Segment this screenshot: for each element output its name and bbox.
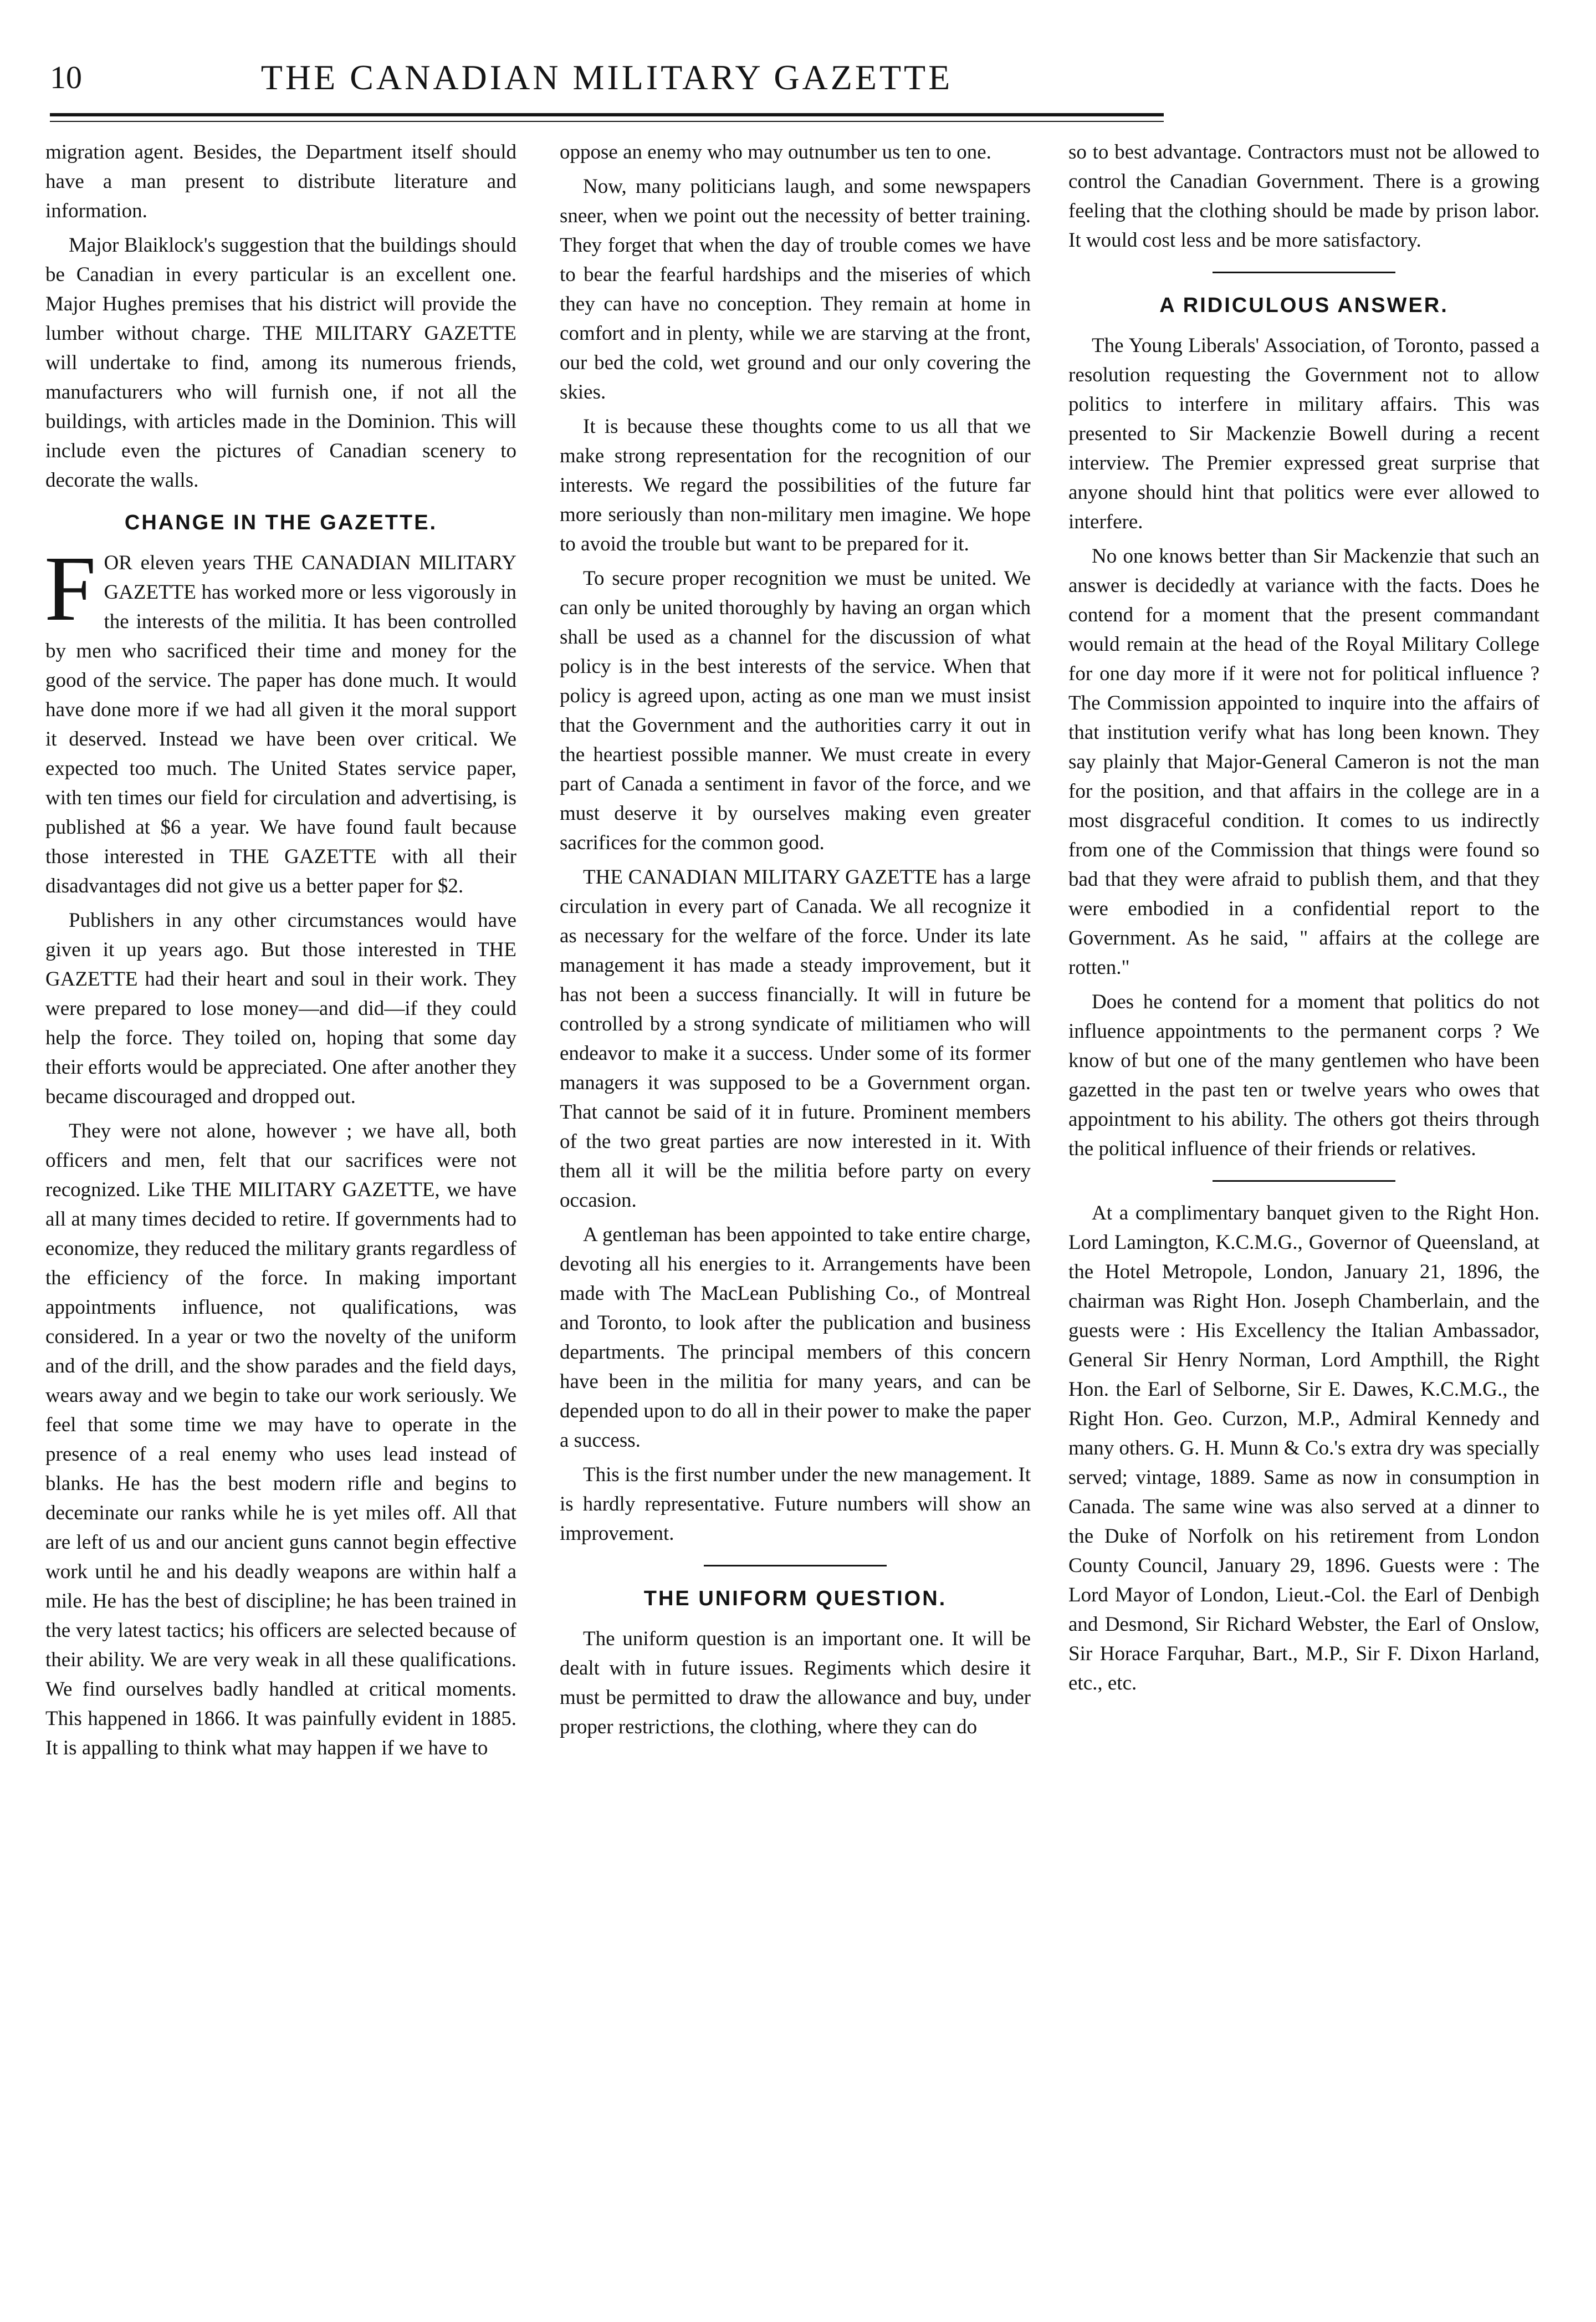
- paragraph: Now, many politicians laugh, and some newspapers sneer, when we point out the necessity of better training. They forget that when the day of trouble comes we have to bear the fearful hardships and the miseries of which they can have no conception. They remain at home in comfort and in plenty, while we are starving at the front, our bed the cold, wet ground and our only covering the skies.: [560, 175, 1031, 404]
- masthead: [50, 50, 1164, 105]
- article-heading: A RIDICULOUS ANSWER.: [1159, 294, 1449, 317]
- section-divider: [704, 1565, 887, 1566]
- column-3: [1068, 137, 1539, 1703]
- paragraph: No one knows better than Sir Mackenzie that such an answer is decidedly at variance with the facts. Does he contend for a moment that the present commandant would remain at the head of the Royal Military College for one day more if it were not for political influence ? The Commission appointed to inquire into the affairs of that institution verify what has long been known. They say plainly that Major-General Cameron is not the man for the position, and that affairs in the college are in a most disgraceful condition. It comes to us indirectly from one of the Commission that things were found so bad that they were afraid to publish them, and that they were embodied in a confidential report to the Government. As he said, " affairs at the college are rotten.": [1068, 545, 1539, 979]
- drop-cap: F: [44, 537, 96, 640]
- paragraph: To secure proper recognition we must be united. We can only be united thoroughly by having an organ which shall be used as a channel for the discussion of what policy is in the best interests of the service. When that policy is agreed upon, acting as one man we must insist that the Government and the authorities carry it out in the heartiest possible manner. We must create in every part of Canada a sentiment in favor of the force, and we must deserve it by ourselves making even greater sacrifices for the common good.: [560, 567, 1031, 854]
- paragraph: The uniform question is an important one. It will be dealt with in future issues. Regiments which desire it must be permitted to draw the allowance and buy, under proper restrictions, the clothing, where they can do: [560, 1627, 1031, 1738]
- article-heading: THE UNIFORM QUESTION.: [643, 1587, 947, 1610]
- section-divider: [1213, 1180, 1395, 1182]
- paragraph: oppose an enemy who may outnumber us ten to one.: [560, 141, 991, 164]
- paragraph-text: OR eleven years THE CANADIAN MILITARY GAZETTE has worked more or less vigorously in the interests of the militia. It has been controlled by men who sacrificed their time and money for the good of the service. The paper has done much. It would have done more if we had all given it the moral support it deserved. Instead we have been over critical. We expected too much. The United States service paper, with ten times our field for circulation and advertising, is published at $6 a year. We have found fault because those interested in THE GAZETTE with all their disadvantages did not give us a better paper for $2.: [45, 552, 516, 897]
- article-heading: CHANGE IN THE GAZETTE.: [124, 511, 438, 534]
- paragraph: THE CANADIAN MILITARY GAZETTE has a large circulation in every part of Canada. We all recognize it as necessary for the welfare of the force. Under its late management it has made a steady improvement, but it has not been a success financially. It will in future be controlled by a strong syndicate of militiamen who will endeavor to make it a success. Under some of its former managers it was supposed to be a Government organ. That cannot be said of it in future. Prominent members of the two great parties are now interested in it. With them all it will be the militia before party on every occasion.: [560, 866, 1031, 1212]
- paragraph: Major Blaiklock's suggestion that the buildings should be Canadian in every particular is an excellent one. Major Hughes premises that his district will provide the lumber without charge. THE MILITARY GAZETTE will undertake to find, among its numerous friends, manufacturers who will furnish one, if not all the buildings, with articles made in the Dominion. This will include even the pictures of Canadian scenery to decorate the walls.: [45, 234, 516, 492]
- paragraph: A gentleman has been appointed to take entire charge, devoting all his energies to it. Arrangements have been made with The MacLean Publishing Co., of Montreal and Toronto, to look after the publication and business departments. The principal members of this concern have been in the militia for many years, and can be depended upon to do all in their power to make the paper a success.: [560, 1223, 1031, 1452]
- paragraph: It is because these thoughts come to us all that we make strong representation for the recognition of our interests. We regard the possibilities of the future far more seriously than non-military men imagine. We hope to avoid the trouble but want to be prepared for it.: [560, 415, 1031, 555]
- paragraph: They were not alone, however ; we have all, both officers and men, felt that our sacrifices were not recognized. Like THE MILITARY GAZETTE, we have all at many times decided to retire. If governments had to economize, they reduced the military grants regardless of the efficiency of the force. In making important appointments influence, not qualifications, was considered. In a year or two the novelty of the uniform and of the drill, and the show parades and the field days, wears away and we begin to take our work seriously. We feel that some time we may have to operate in the presence of a real enemy who uses lead instead of blanks. He has the best modern rifle and begins to deceminate our ranks while he is yet miles off. All that are left of us and our ancient guns cannot begin effective work until he and his deadly weapons are within half a mile. He has the best of discipline; he has been trained in the very latest tactics; his officers are selected because of their ability. We are very weak in all these qualifications. We find ourselves badly handled at critical moments. This happened in 1866. It was painfully evident in 1885. It is appalling to think what may happen if we have to: [45, 1120, 516, 1759]
- paragraph: [44, 537, 516, 901]
- header-rule-thin: [50, 121, 1164, 122]
- section-divider: [1213, 272, 1395, 273]
- column-1: [45, 137, 516, 1768]
- paragraph: This is the first number under the new management. It is hardly representative. Future numbers will show an improvement.: [560, 1463, 1031, 1545]
- paragraph: so to best advantage. Contractors must not be allowed to control the Canadian Government. There is a growing feeling that the clothing should be made by prison labor. It would cost less and be more satisfactory.: [1068, 141, 1539, 252]
- paragraph: The Young Liberals' Association, of Toronto, passed a resolution requesting the Government not to allow politics to interfere in military affairs. This was presented to Sir Mackenzie Bowell during a recent interview. The Premier expressed great surprise that anyone should hint that politics were ever allowed to interfere.: [1068, 334, 1539, 533]
- column-2: [560, 137, 1031, 1747]
- paragraph: Publishers in any other circumstances would have given it up years ago. But those interested in THE GAZETTE had their heart and soul in their work. They were prepared to lose money—and did—if they could help the force. They toiled on, hoping that some day their efforts would be appreciated. One after another they became discouraged and dropped out.: [45, 909, 516, 1108]
- paragraph: Does he contend for a moment that politics do not influence appointments to the permanent corps ? We know of but one of the many gentlemen who have been gazetted in the past ten or twelve years who owes that appointment to his ability. The others got theirs through the political influence of their friends or relatives.: [1068, 991, 1539, 1160]
- page-number: 10: [50, 59, 82, 95]
- header-rule-thick: [50, 113, 1164, 116]
- newspaper-title: THE CANADIAN MILITARY GAZETTE: [260, 58, 953, 97]
- paragraph: At a complimentary banquet given to the Right Hon. Lord Lamington, K.C.M.G., Governor of Queensland, at the Hotel Metropole, London, January 21, 1896, the chairman was Right Hon. Joseph Chamberlain, and the guests were : His Excellency the Italian Ambassador, General Sir Henry Norman, Lord Ampthill, the Right Hon. the Earl of Selborne, Sir E. Dawes, K.C.M.G., the Right Hon. Geo. Curzon, M.P., Admiral Kennedy and many others. G. H. Munn & Co.'s extra dry was specially served; vintage, 1889. Same as now in consumption in Canada. The same wine was also served at a dinner to the Duke of Norfolk on his retirement from London County Council, January 29, 1896. Guests were : The Lord Mayor of London, Lieut.-Col. the Earl of Denbigh and Desmond, Sir Richard Webster, the Earl of Onslow, Sir Horace Farquhar, Bart., M.P., Sir F. Dixon Harland, etc., etc.: [1068, 1202, 1539, 1695]
- paragraph: migration agent. Besides, the Department itself should have a man present to distribute literature and information.: [45, 141, 516, 222]
